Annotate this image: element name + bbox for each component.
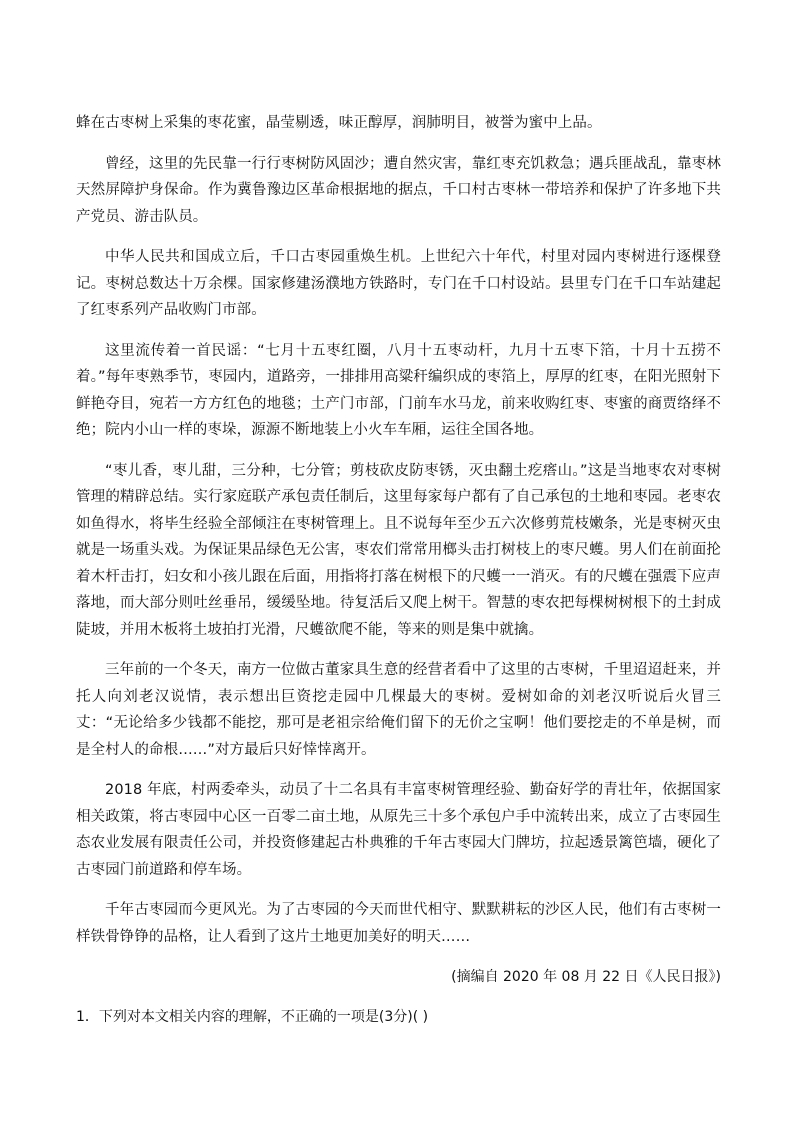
paragraph-8: 千年古枣园而今更风光。为了古枣园的今天而世代相守、默默耕耘的沙区人民，他们有古枣树一样铁骨铮铮的品格，让人看到了这片土地更加美好的明天…… [76, 902, 721, 945]
paragraph-7: 2018 年底，村两委牵头，动员了十二名具有丰富枣树管理经验、勤奋好学的青壮年，依据国家相关政策，将古枣园中心区一百零二亩土地，从原先三十多个承包户手中流转出来，成立了古枣园生态农业发展有限责任公司，并投资修建起古朴典雅的千年古枣园大门牌坊，拉起透景篱笆墙，硬化了古枣园门前道路和停车场。 [76, 782, 721, 878]
paragraph-5: “枣儿香，枣儿甜，三分种，七分管；剪枝砍皮防枣锈，灭虫翻土疙瘩山。”这是当地枣农对枣树管理的精辟总结。实行家庭联产承包责任制后，这里每家每户都有了自己承包的土地和枣园。老枣农如鱼得水，将毕生经验全部倾注在枣树管理上。且不说每年至少五六次修剪荒枝嫩条，光是枣树灭虫就是一场重头戏。为保证果品绿色无公害，枣农们常常用榔头击打树枝上的枣尺蠖。男人们在前面抡着木杆击打，妇女和小孩儿跟在后面，用指将打落在树根下的尺蠖一一消灭。有的尺蠖在强震下应声落地，而大部分则吐丝垂吊，缓缓坠地。待复活后又爬上树干。智慧的枣农把每棵树树根下的土封成陡坡，并用木板将土坡拍打光滑，尺蠖欲爬不能，等来的则是集中就擒。 [76, 462, 721, 638]
paragraph-3: 中华人民共和国成立后，千口古枣园重焕生机。上世纪六十年代，村里对园内枣树进行逐棵登记。枣树总数达十万余棵。国家修建汤濮地方铁路时，专门在千口村设站。县里专门在千口车站建起了红枣系列产品收购门市部。 [76, 249, 721, 318]
article-body [76, 110, 721, 1030]
paragraph-4: 这里流传着一首民谣：“七月十五枣红圈，八月十五枣动杆，九月十五枣下箔，十月十五捞不着。”每年枣熟季节，枣园内，道路旁，一排排用高粱秆编织成的枣箔上，厚厚的红枣，在阳光照射下鲜艳夺目，宛若一方方红色的地毯；土产门市部，门前车水马龙，前来收购红枣、枣蜜的商贾络绎不绝；院内小山一样的枣垛，源源不断地装上小火车车厢，运往全国各地。 [76, 342, 721, 438]
paragraph-1: 蜂在古枣树上采集的枣花蜜，晶莹剔透，味正醇厚，润肺明目，被誉为蜜中上品。 [76, 115, 602, 131]
source-citation: (摘编自 2020 年 08 月 22 日《人民日报》) [451, 969, 721, 985]
question-1: 1．下列对本文相关内容的理解，不正确的一项是(3分)( ) [76, 1009, 429, 1025]
paragraph-2: 曾经，这里的先民靠一行行枣树防风固沙；遭自然灾害，靠红枣充饥救急；遇兵匪战乱，靠枣林天然屏障护身保命。作为冀鲁豫边区革命根据地的据点，千口村古枣林一带培养和保护了许多地下共产党员、游击队员。 [76, 155, 721, 225]
paragraph-6: 三年前的一个冬天，南方一位做古董家具生意的经营者看中了这里的古枣树，千里迢迢赶来，并托人向刘老汉说情，表示想出巨资挖走园中几棵最大的枣树。爱树如命的刘老汉听说后火冒三丈：“无论给多少钱都不能挖，那可是老祖宗给俺们留下的无价之宝啊！他们要挖走的不单是树，而是全村人的命根……”对方最后只好悻悻离开。 [76, 662, 721, 758]
